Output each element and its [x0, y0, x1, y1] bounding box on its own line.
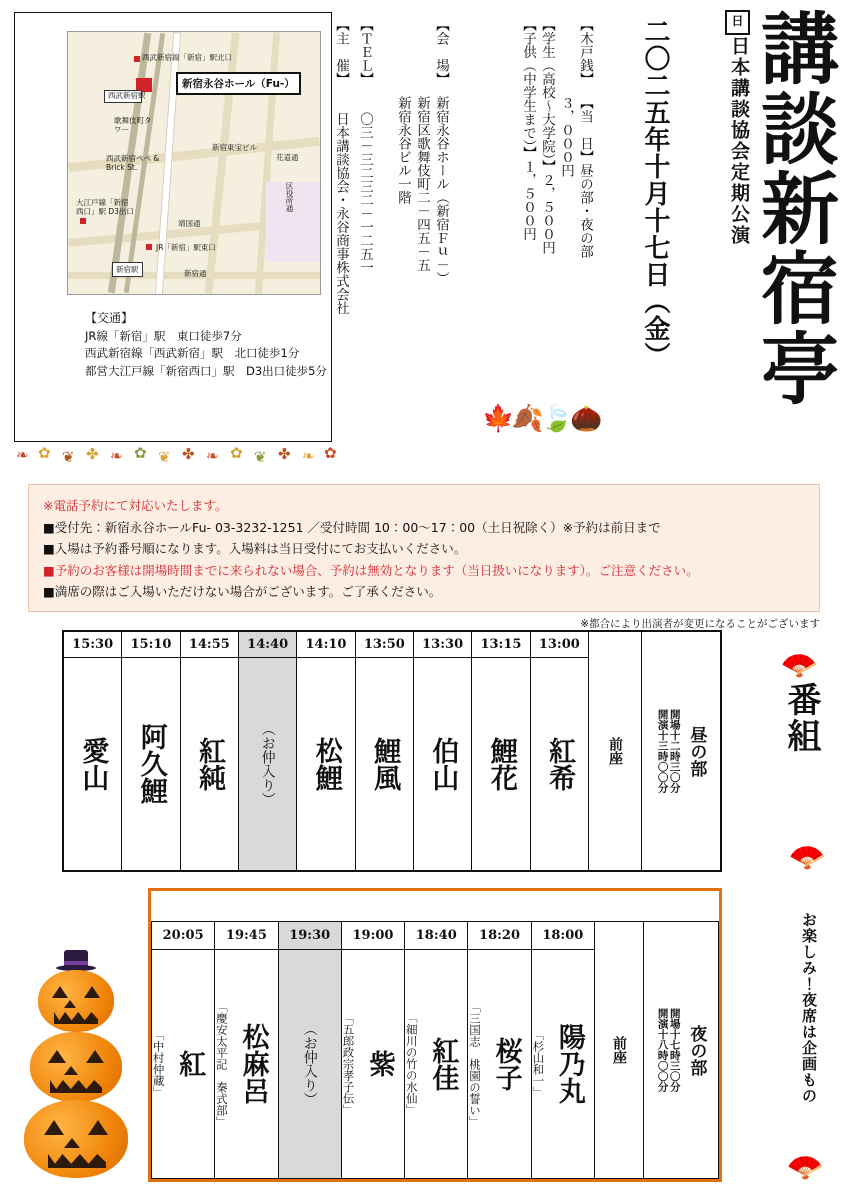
venue-name: 新宿永谷ホール（新宿Ｆｕ－）: [433, 96, 449, 285]
day-start-time: 開演十三時〇〇分: [656, 709, 669, 793]
leaf-icon: 🍃: [540, 404, 571, 434]
association-logo: 日: [725, 10, 750, 35]
admission-line-2: ３，０００円: [558, 96, 574, 177]
notice-line-3: ■入場は予約番号順になります。入場料は当日受付にてお支払いください。: [43, 541, 467, 556]
admission-line-4: 【子供（中学生まで）】１，５００円: [520, 18, 536, 241]
fan-icon: 🪭: [786, 1150, 824, 1185]
leaf-icon: ✤: [86, 445, 99, 463]
day-performer-6: [413, 657, 471, 870]
night-time-1: 19:45: [215, 922, 278, 950]
performance-title: 「慶安太平記 秦式部」: [214, 1000, 229, 1128]
performer-name: 紫: [364, 1050, 396, 1078]
map-label-10: 新宿駅: [112, 262, 143, 277]
day-session-label: 昼の部: [686, 725, 707, 777]
performer-name: 松麻呂: [237, 1023, 269, 1105]
map-dot-seibu-north: [134, 56, 140, 62]
day-program-table: [62, 630, 722, 872]
access-line-2: 西武新宿線「西武新宿」駅 北口徒歩1分: [85, 346, 300, 361]
access-line-1: JR線「新宿」駅 東口徒歩7分: [85, 328, 242, 343]
night-performer-4: [405, 949, 468, 1178]
map-label-1: 西武新宿駅: [104, 90, 142, 103]
day-time-5: 13:50: [355, 632, 413, 658]
map-label-2: 歌舞伎町タワー: [114, 116, 152, 134]
performer-name: 鯉風: [369, 736, 401, 791]
performer-name: 愛山: [77, 736, 109, 791]
intermission-label: （お仲入り）: [301, 1021, 318, 1106]
autumn-leaves-decoration: [482, 404, 600, 434]
night-maeza-label: 前座: [611, 1036, 627, 1064]
map-label-4: 西武新宿ペペ & Brick St.: [106, 154, 160, 172]
day-time-6: 13:30: [413, 632, 471, 658]
day-time-row: [64, 632, 721, 658]
acorn-icon: 🌰: [570, 404, 600, 434]
page-title: 講談新宿亭: [748, 8, 839, 408]
halloween-pumpkins: [16, 950, 136, 1180]
night-performer-2: [278, 949, 341, 1178]
performance-title: 「中村仲蔵」: [151, 1029, 166, 1099]
performance-title: 「五郎政宗孝子伝」: [341, 1012, 356, 1116]
event-date: 二〇二五年十月十七日（金）: [640, 18, 670, 369]
night-performer-1: [215, 949, 278, 1178]
performer-name: 紅: [174, 1050, 206, 1078]
access-title: 【交通】: [85, 311, 134, 325]
day-performer-1: [122, 657, 180, 870]
performance-title: 「三国志 桃園の誓い」: [468, 1000, 483, 1128]
performer-change-note: ※都合により出演者が変更になることがございます: [580, 618, 820, 630]
day-session-cell: [642, 632, 721, 871]
leaf-icon: ✿: [134, 444, 147, 462]
leaf-icon: ❧: [16, 446, 29, 464]
leaf-icon: ✤: [278, 445, 291, 463]
performer-name: 伯山: [427, 736, 459, 791]
day-performer-3: [238, 657, 296, 870]
day-time-1: 15:10: [122, 632, 180, 658]
notice-line-4: ■予約のお客様は開場時間までに来られない場合、予約は無効となります（当日扱いになります）。ご注意ください。: [43, 562, 699, 578]
day-maeza-cell: [589, 632, 642, 871]
leaf-icon: ✿: [38, 444, 51, 462]
night-time-4: 18:40: [405, 922, 468, 950]
performer-name: 紅純: [194, 736, 226, 791]
day-time-4: 14:10: [297, 632, 355, 658]
leaf-icon: ✿: [230, 444, 243, 462]
night-performer-6: [531, 949, 594, 1178]
night-start-time: 開演十八時〇〇分: [656, 1008, 669, 1092]
night-time-row: [152, 922, 719, 950]
maple-leaf-icon: 🍁: [482, 404, 512, 434]
notice-line-2: ■受付先：新宿永谷ホールFu- 03-3232-1251 ／受付時間 10：00～17：00（土日祝除く）※予約は前日まで: [43, 519, 661, 535]
night-time-6: 18:00: [531, 922, 594, 950]
bangumi-heading: 番組: [781, 682, 821, 754]
night-performer-0: [152, 949, 215, 1178]
performer-name: 紅希: [544, 736, 576, 791]
tel-value: 〇三－三二三二－一二五一: [357, 112, 373, 274]
enjoy-note: お楽しみ！夜席は企画もの: [800, 912, 818, 1104]
leaf-icon: ❦: [158, 448, 171, 466]
map-box: [14, 12, 332, 442]
host-label: 【主 催】: [333, 18, 349, 86]
performer-name: 桜子: [490, 1036, 522, 1091]
performance-title: 「細川の竹の水仙」: [404, 1012, 419, 1116]
map-label-8: 大江戸線「新宿西口」駅 D3出口: [76, 198, 134, 216]
day-performer-2: [180, 657, 238, 870]
performer-name: 鯉花: [485, 736, 517, 791]
map-hall-label: 新宿永谷ホール（Fu-）: [176, 72, 301, 95]
map-label-5: 花道通: [276, 153, 299, 162]
day-performer-0: [64, 657, 122, 870]
leaf-icon: ❦: [254, 448, 267, 466]
venue-address-2: 新宿永谷ビル一階: [395, 96, 411, 204]
tel-label: 【ＴＥＬ】: [357, 18, 373, 86]
fan-icon: 🪭: [780, 648, 818, 683]
admission-line-1: 【当 日】昼の部・夜の部: [577, 96, 593, 258]
leaf-icon: ❧: [206, 447, 219, 465]
leaf-icon: ✤: [182, 445, 195, 463]
admission-line-3: 【学生（高校～大学院）】２，５００円: [539, 18, 555, 255]
performer-name: 陽乃丸: [553, 1023, 585, 1105]
day-time-2: 14:55: [180, 632, 238, 658]
map-dot-jr-east: [146, 244, 152, 250]
day-performer-7: [472, 657, 530, 870]
access-map: [67, 31, 321, 295]
access-line-3: 都営大江戸線「新宿西口」駅 D3出口徒歩5分: [85, 364, 327, 379]
notice-line-1: ※電話予約にて対応いたします。: [43, 498, 228, 513]
map-label-9: JR「新宿」駅東口: [156, 243, 216, 252]
access-info: [85, 309, 335, 381]
map-label-3: 新宿東宝ビル: [212, 143, 257, 152]
performer-name: 松鯉: [310, 736, 342, 791]
night-time-3: 19:00: [341, 922, 404, 950]
performance-title: 「杉山和一」: [531, 1029, 546, 1099]
ginkgo-leaf-icon: 🍂: [511, 404, 541, 434]
leaf-icon: ✿: [324, 444, 337, 462]
night-performer-5: [468, 949, 531, 1178]
night-time-0: 20:05: [152, 922, 215, 950]
night-session-cell: [644, 922, 719, 1179]
day-maeza-label: 前座: [607, 737, 623, 765]
day-time-7: 13:15: [472, 632, 530, 658]
map-dot-shinjuku-nishiguchi: [80, 218, 86, 224]
admission-label: 【木戸銭】: [577, 18, 593, 86]
leaf-decoration-row: [14, 444, 344, 470]
day-performer-4: [297, 657, 355, 870]
map-label-7: 靖国通: [178, 219, 201, 228]
day-time-8: 13:00: [530, 632, 588, 658]
leaf-icon: ❧: [302, 447, 315, 465]
performer-name: 紅佳: [427, 1036, 459, 1091]
venue-label: 【会 場】: [433, 18, 449, 86]
organizer-vertical-label: 日本講談協会定期公演: [728, 36, 750, 246]
night-maeza-cell: [595, 922, 644, 1179]
map-label-6: 区役所通: [285, 182, 294, 212]
day-time-3: 14:40: [238, 632, 296, 658]
night-time-2: 19:30: [278, 922, 341, 950]
map-label-0: 西武新宿線「新宿」駅北口: [142, 53, 232, 62]
pumpkin-icon: [24, 1100, 128, 1178]
fan-icon: 🪭: [788, 840, 826, 875]
host-value: 日本講談協会・永谷商事株式会社: [333, 112, 349, 315]
leaf-icon: ❧: [110, 447, 123, 465]
performer-name: 阿久鯉: [135, 723, 167, 805]
pumpkin-icon: [30, 1032, 122, 1102]
day-performer-8: [530, 657, 588, 870]
night-performer-3: [341, 949, 404, 1178]
top-section: [0, 0, 848, 470]
night-session-label: 夜の部: [686, 1024, 707, 1076]
day-performer-5: [355, 657, 413, 870]
reservation-notice: [28, 484, 820, 612]
leaf-icon: ❦: [62, 448, 75, 466]
notice-line-5: ■満席の際はご入場いただけない場合がございます。ご了承ください。: [43, 584, 442, 599]
pumpkin-icon: [38, 970, 114, 1032]
night-time-5: 18:20: [468, 922, 531, 950]
map-label-11: 新宿通: [184, 269, 207, 278]
day-open-time: 開場十二時三〇分: [668, 709, 681, 793]
night-open-time: 開場十七時三〇分: [668, 1008, 681, 1092]
intermission-label: （お仲入り）: [259, 721, 276, 806]
night-program-table: [148, 888, 722, 1182]
day-time-0: 15:30: [64, 632, 122, 658]
venue-address-1: 新宿区歌舞伎町二－四五－五: [414, 96, 430, 272]
